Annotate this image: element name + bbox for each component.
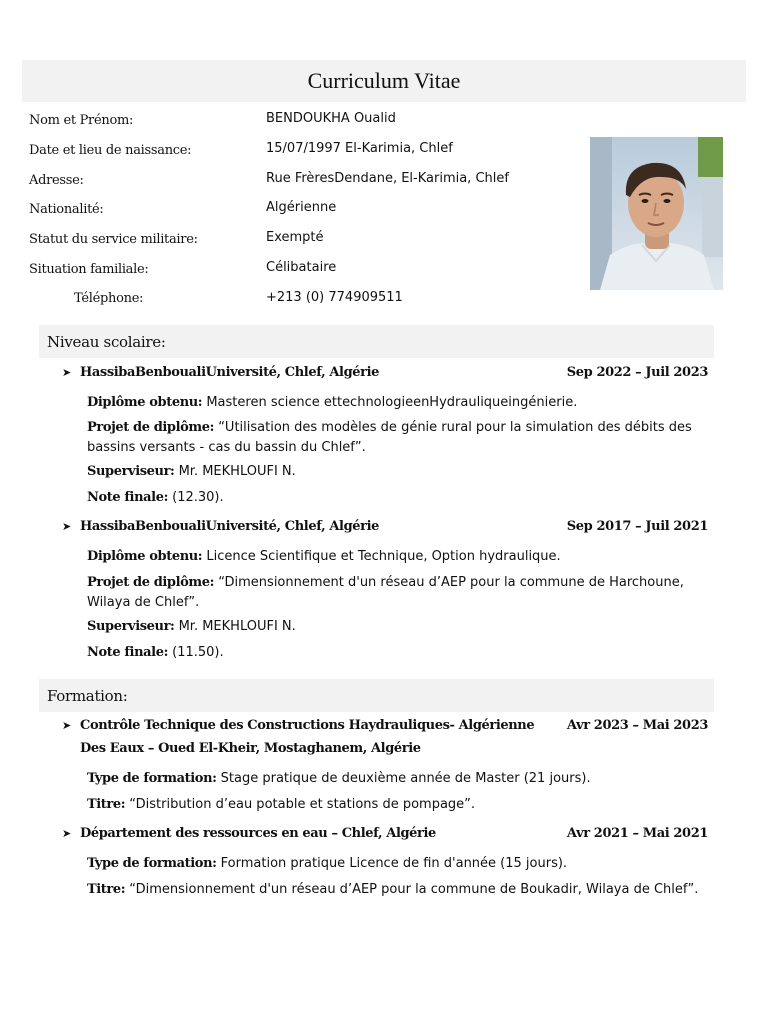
education-heading: Niveau scolaire:: [47, 332, 166, 351]
page-title: Curriculum Vitae: [307, 68, 461, 93]
diploma-label: Diplôme obtenu:: [87, 395, 203, 410]
education-entry-1-diploma: [87, 393, 707, 413]
training-entry-1-type: [87, 769, 707, 789]
type-label: Type de formation:: [87, 856, 217, 871]
supervisor-value: Mr. MEKHLOUFI N.: [178, 619, 296, 634]
value-family: Célibataire: [266, 260, 337, 275]
education-entry-1-project: [87, 418, 707, 458]
label-birth: Date et lieu de naissance:: [29, 143, 192, 158]
value-name: BENDOUKHA Oualid: [266, 111, 396, 126]
value-birth: 15/07/1997 El-Karimia, Chlef: [266, 141, 453, 156]
arrowhead-bullet-icon: ➤: [62, 366, 71, 379]
education-entry-1-grade: [87, 488, 707, 508]
value-address: Rue FrèresDendane, El-Karimia, Chlef: [266, 171, 509, 186]
title-label: Titre:: [87, 882, 126, 897]
project-label: Projet de diplôme:: [87, 420, 215, 435]
training-entry-1-org-line2-row: [80, 741, 708, 756]
education-entry-2-dates: Sep 2017 – Juil 2021: [566, 519, 708, 534]
training-entry-1-title: [87, 795, 707, 815]
project-value: “Dimensionnement d'un réseau d’AEP pour la commune de Harchoune, Wilaya de Chlef”.: [87, 575, 684, 610]
education-entry-1-supervisor: [87, 462, 707, 482]
arrowhead-bullet-icon: ➤: [62, 827, 71, 840]
value-military: Exempté: [266, 230, 324, 245]
training-heading: Formation:: [47, 686, 128, 705]
education-entry-1-dates: Sep 2022 – Juil 2023: [566, 365, 708, 380]
diploma-value: Licence Scientifique et Technique, Option hydraulique.: [206, 549, 561, 564]
label-military: Statut du service militaire:: [29, 232, 198, 247]
title-label: Titre:: [87, 797, 126, 812]
training-entry-1-org-line1: Contrôle Technique des Constructions Haydrauliques- Algérienne: [80, 718, 535, 733]
training-entry-1-org-line2: Des Eaux – Oued El-Kheir, Mostaghanem, Algérie: [80, 741, 421, 756]
education-entry-2-institution: HassibaBenboualiUniversité, Chlef, Algérie: [80, 519, 380, 534]
education-entry-1-institution: HassibaBenboualiUniversité, Chlef, Algérie: [80, 365, 380, 380]
diploma-value: Masteren science ettechnologieenHydrauliqueingénierie.: [206, 395, 578, 410]
education-entry-1-header: [62, 365, 708, 380]
label-family: Situation familiale:: [29, 262, 149, 277]
training-entry-2-title: [87, 880, 707, 900]
label-name: Nom et Prénom:: [29, 113, 134, 128]
training-section-header: [39, 679, 714, 712]
training-entry-2-dates: Avr 2021 – Mai 2021: [566, 826, 708, 841]
education-entry-2-project: [87, 573, 707, 613]
education-entry-2-diploma: [87, 547, 707, 567]
type-value: Formation pratique Licence de fin d'année (15 jours).: [220, 856, 568, 871]
supervisor-label: Superviseur:: [87, 619, 175, 634]
title-value: “Distribution d’eau potable et stations de pompage”.: [129, 797, 476, 812]
grade-label: Note finale:: [87, 490, 168, 505]
grade-label: Note finale:: [87, 645, 168, 660]
value-phone: +213 (0) 774909511: [266, 290, 403, 305]
training-entry-1-header: [62, 718, 708, 733]
training-entry-2-org: Département des ressources en eau – Chlef, Algérie: [80, 826, 436, 841]
title-value: “Dimensionnement d'un réseau d’AEP pour la commune de Boukadir, Wilaya de Chlef”.: [129, 882, 699, 897]
portrait-image: [590, 137, 723, 290]
supervisor-value: Mr. MEKHLOUFI N.: [178, 464, 296, 479]
title-bar: [22, 60, 746, 102]
training-entry-1-dates: Avr 2023 – Mai 2023: [566, 718, 708, 733]
label-address: Adresse:: [29, 173, 84, 188]
label-phone: Téléphone:: [74, 291, 144, 306]
supervisor-label: Superviseur:: [87, 464, 175, 479]
arrowhead-bullet-icon: ➤: [62, 520, 71, 533]
education-section-header: [39, 325, 714, 358]
diploma-label: Diplôme obtenu:: [87, 549, 203, 564]
education-entry-2-supervisor: [87, 617, 707, 637]
type-label: Type de formation:: [87, 771, 217, 786]
project-value: “Utilisation des modèles de génie rural pour la simulation des débits des bassins versants - cas du bassin du Chlef”.: [87, 420, 692, 455]
education-entry-2-header: [62, 519, 708, 534]
type-value: Stage pratique de deuxième année de Master (21 jours).: [220, 771, 591, 786]
label-nationality: Nationalité:: [29, 202, 104, 217]
training-entry-2-header: [62, 826, 708, 841]
grade-value: (11.50).: [172, 645, 224, 660]
education-entry-2-grade: [87, 643, 707, 663]
arrowhead-bullet-icon: ➤: [62, 719, 71, 732]
grade-value: (12.30).: [172, 490, 224, 505]
project-label: Projet de diplôme:: [87, 575, 215, 590]
profile-photo: [590, 137, 723, 290]
training-entry-2-type: [87, 854, 707, 874]
value-nationality: Algérienne: [266, 200, 337, 215]
